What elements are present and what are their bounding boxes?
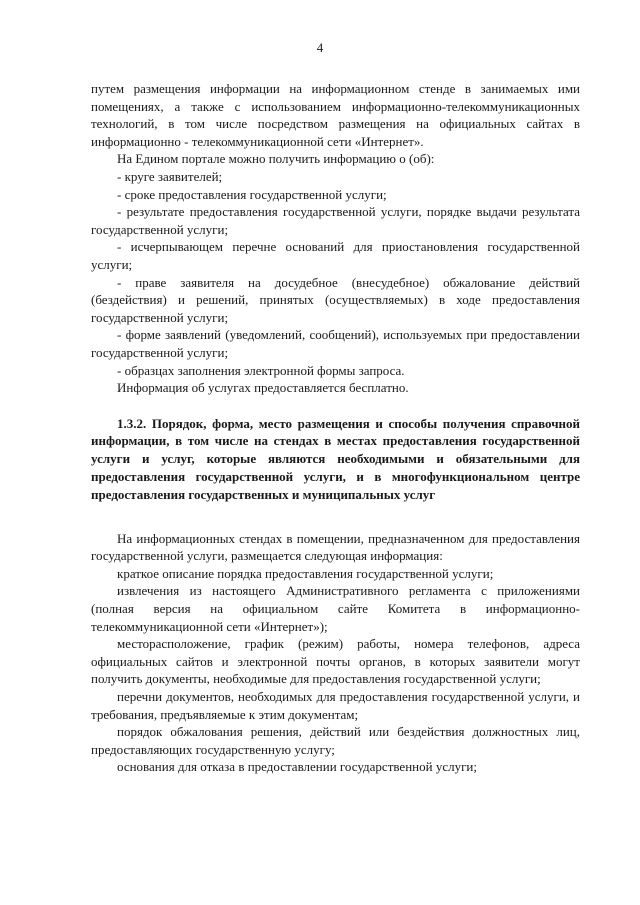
paragraph: извлечения из настоящего Административного регламента с приложениями (полная версия на официальном сайте Комитета в информационно-телекоммуникационной сети «Интернет»);	[91, 583, 580, 634]
paragraph: перечни документов, необходимых для предоставления государственной услуги, и требования, предъявляемые к этим документам;	[91, 689, 580, 722]
paragraph: - результате предоставления государственной услуги, порядке выдачи результата государственной услуги;	[91, 204, 580, 237]
paragraph: На Едином портале можно получить информацию о (об):	[117, 151, 435, 167]
paragraph: краткое описание порядка предоставления государственной услуги;	[117, 565, 494, 581]
paragraph: основания для отказа в предоставлении государственной услуги;	[117, 759, 477, 775]
spacer	[91, 504, 580, 530]
section-heading-1-3-2: 1.3.2. Порядок, форма, место размещения и способы получения справочной информации, в том числе на стендах в местах предоставления государственной услуги и услуг, которые являются необходимыми и обязательными для предоставления государственной услуги, и в многофункциональном центре предоставления государственных и муниципальных услуг	[91, 415, 580, 502]
paragraph: - образцах заполнения электронной формы запроса.	[117, 362, 405, 378]
paragraph: месторасположение, график (режим) работы, номера телефонов, адреса официальных сайтов и электронной почты органов, в которых заявители могут получить документы, необходимые для предоставления государственной услуги;	[91, 636, 580, 687]
paragraph: На информационных стендах в помещении, предназначенном для предоставления государственной услуги, размещается следующая информация:	[91, 530, 580, 564]
info-paragraphs-top	[91, 80, 580, 397]
paragraph: - круге заявителей;	[117, 168, 223, 184]
paragraph: - сроке предоставления государственной услуги;	[117, 186, 387, 202]
info-paragraphs-bottom	[91, 530, 580, 776]
paragraph: Информация об услугах предоставляется бесплатно.	[117, 380, 409, 396]
page-number: 4	[316, 40, 324, 55]
paragraph: путем размещения информации на информационном стенде в занимаемых ими помещениях, а также с использованием информационно-телекоммуникационных технологий, в том числе посредством размещения на официальных сайтах в информационно - телекоммуникационной сети «Интернет».	[91, 81, 580, 149]
paragraph: - исчерпывающем перечне оснований для приостановления государственной услуги;	[91, 239, 580, 272]
document-body	[91, 80, 580, 776]
paragraph: - праве заявителя на досудебное (внесудебное) обжалование действий (бездействия) и решений, принятых (осуществляемых) в ходе предоставления государственной услуги;	[91, 274, 580, 325]
paragraph: порядок обжалования решения, действий или бездействия должностных лиц, предоставляющих государственную услугу;	[91, 724, 580, 757]
paragraph: - форме заявлений (уведомлений, сообщений), используемых при предоставлении государственной услуги;	[91, 327, 580, 360]
spacer	[91, 397, 580, 415]
